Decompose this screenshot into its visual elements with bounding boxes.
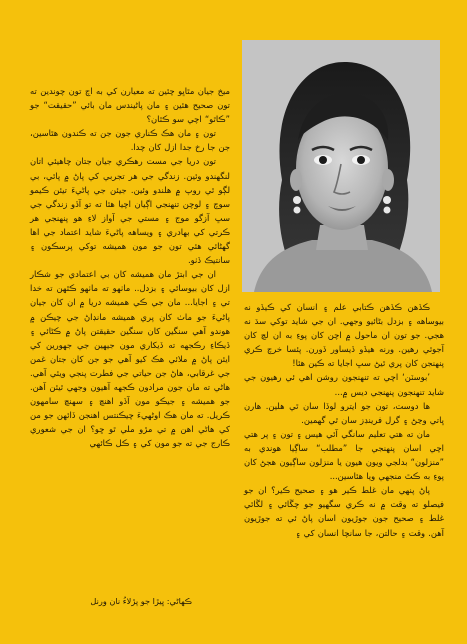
right-text-column — [244, 300, 444, 540]
right-paragraph-3: ها دوست، تون جو ايترو لوڏا سان ٿي هلين. هارن ڀاتي وڃڻ ۽ گرل فرينڊز سان ٿي گهمين. — [244, 400, 444, 425]
left-paragraph-2: تون ۽ مان هڪ ڪناري جون جن ته ڪندون هٿاسين، جن جا رخ جدا ازل کان چدا. — [30, 128, 230, 153]
right-paragraph-1: ڪڏهن ڪڏهن ڪتابي علم ۽ انسان کي ڪيڏو نه بيوساهه ۽ بزدل بڻائيو وجهي. ان جي شايد توکي سڌ نه هجي. جو تون ان ماحول ۾ اچن کان پوءِ به ان لچ کان آجوئي رهين. ورنه هيڏو ڏيساور ڏورن. پئسا خرچ ڪري پنهنجن کان پري ٿيڻ سڀ اجايا ته ڪين هئا! — [244, 302, 444, 369]
left-text-column — [30, 84, 230, 450]
author-credit: ڪهاڻي: ڀيڙا جو پڙلاءُ نان ورنل — [90, 596, 192, 606]
left-paragraph-1: ميخ جيان مٿاڀو چئين ته معيارن کي به اچ تون چوندين ته تون صحيح هئين ۽ مان پاڻيندس مان بائي ”حقيقت“ جو ”ڪاٿو“ اچي سو ڪٿان؟ — [30, 86, 230, 125]
left-paragraph-3: تون دريا جي مست رهڪري جيان جتان چاهيئي اتان لنگهندو وئين. زندگي جي هر تجربي کي پاڻ ۾ پائي، بي لڳو ٿي روپ ۾ هلندو وئين. جيئن جي پاڻيءَ تيئن ڪيمو سوچ ۽ لوچن تنهنجي اڳيان اچيا هئا ته تو آڏو زندگي جي سڀ آزگو موج ۽ مستي جي آواز لاءِ هو پنهنجي هر ڪرتي کي بهادري ۽ ويساهه پاڻيءَ شايد اعتماد جي اها گهڻائي هئي تون جو مون هميشه توکي پرسڪون ۽ سانتيڪ ڏٺو. — [30, 156, 230, 266]
portrait-photo — [242, 40, 440, 292]
right-paragraph-4: مان ته هتي تعليم سانگي آئي هيس ۽ تون ۽ پر هتي اچي اسان پنهنجي جا ”مطلب“ ساڳيا هوندي به ”منزلون“ بدلجي ويون هيون يا منزلون ساڳيون هجڻ کان پوءِ به ڪٿ منجهي ويا هئاسين... — [244, 428, 444, 482]
right-paragraph-5: پاڻ پنهي مان غلط ڪير هو ۽ صحيح ڪير؟ ان جو فيصلو ته وقت ۾ نه ڪري سگهيو جو چڱائي ۽ لڱائي غلط ۽ صحيح جون جوڙيون اسان پاڻ ئي ته جوڙيون آهن. وقت ۽ حالتن، جا سانچا انسان کي ۽ — [244, 485, 444, 538]
left-paragraph-4: ان جي ابتڙ مان هميشه کان بي اعتمادي جو شڪار ازل کان بيوسائي ۽ بزدل.. ماٺھو ته ماٺھو ڪٿهن ته خدا تي ۽ اجايا... مان جي ڪي هميشه دريا ۾ ان کان جيان پاڻيءَ جو ماٺ کان پري هميشه مانڊاڻ جي چيڪن ۾ هوندو آهي سنگين کان سنگين حقيقتن پاڻ ۾ ڪڻائي ۽ ڏيڪاءِ رڪجهه ته ڏيکاري مون جيهين جي جهورين کي ايئن پاڻ ۾ ملائي هڪ کيو آهي جو جن کان جتان غمن جي غرقابي، هاڻ جن حياتي جي فطرت پنجي ويئي آهي. هاڻي ته مان جون مرادون ڪجهه آهيون وجهي ٿيئن آهن. جو هميشه ۽ جيڪو مون آڏو اهنچ ۽ سهنچ سامهون ڪريل. ته مان هڪ اوڻهيءَ چيڪنتس اهنجن ڏائهن جو من کي هاڻي اهن ۾ تي مڙو ملي ٿو ڇو؟ ان جي شعوري ڪارج جي ته جو مون کي ۽ ڪل ڪائهي — [30, 269, 230, 449]
right-paragraph-2: ’بوسٽن‘ اچي ته تنهنجون روشن اهي ئي رهيون جي شايد تنهنجون پنهنجي ديس ۾... — [244, 372, 444, 397]
